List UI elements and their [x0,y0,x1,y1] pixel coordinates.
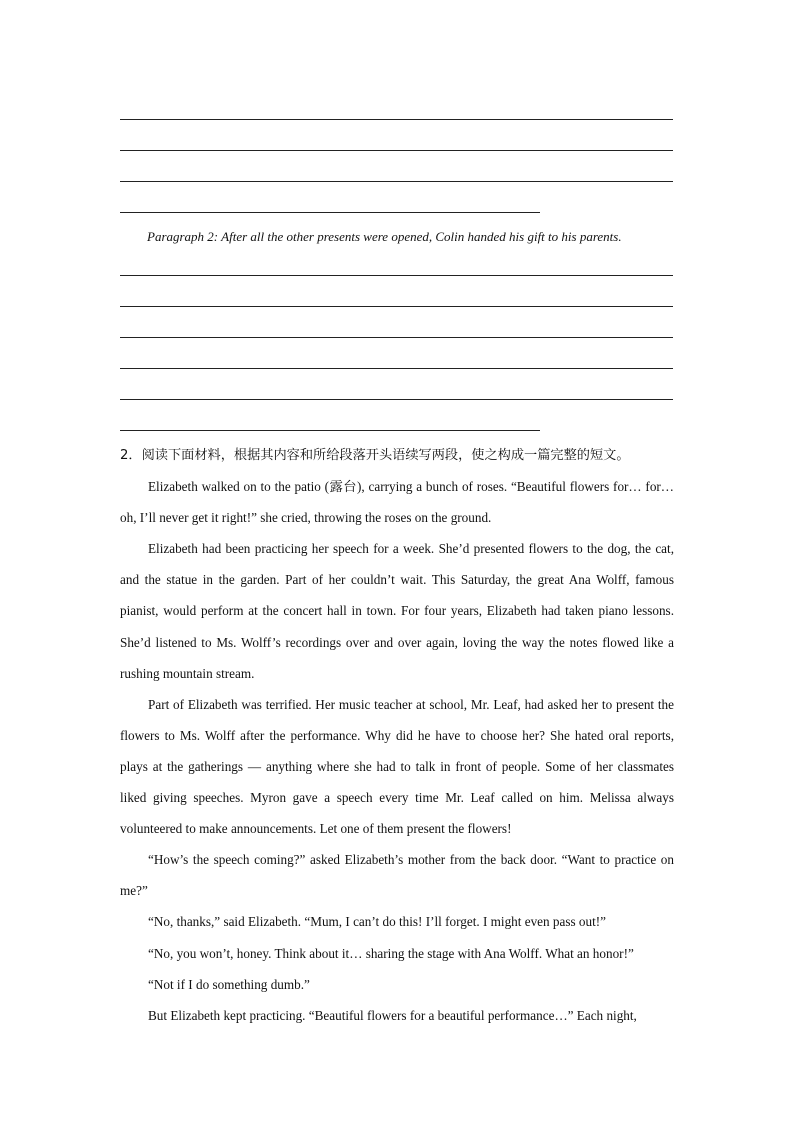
story-paragraph: But Elizabeth kept practicing. “Beautiful flowers for a beautiful performance…” Each night, [148,1007,637,1023]
story-paragraph: Elizabeth walked on to the patio (露台), carrying a bunch of roses. “Beautiful flowers for… for… oh, I’ll never get it right!” she cried, throwing the roses on the ground. [120,479,674,526]
paragraph-2-prompt: Paragraph 2: After all the other presents were opened, Colin handed his gift to his parents. [147,229,622,244]
story-paragraph: “Not if I do something dumb.” [148,976,310,992]
writing-line [120,212,540,213]
writing-line [120,368,673,369]
writing-line [120,275,673,276]
story-paragraph: “No, thanks,” said Elizabeth. “Mum, I can’t do this! I’ll forget. I might even pass out!” [148,914,607,930]
story-paragraph: Elizabeth had been practicing her speech for a week. She’d presented flowers to the dog, the cat, and the statue in the garden. Part of her couldn’t wait. This Saturday, the great Ana Wolff, famous pianist, would perform at the concert hall in town. For four years, Elizabeth had taken piano lessons. She’d listened to Ms. Wolff’s recordings over and over again, loving the way the notes flowed like a rushing mountain stream. [120,541,674,681]
story-paragraph: “How’s the speech coming?” asked Elizabeth’s mother from the back door. “Want to practice on me?” [120,852,674,899]
writing-line [120,337,673,338]
writing-line [120,119,673,120]
writing-line [120,430,540,431]
story-paragraph: Part of Elizabeth was terrified. Her music teacher at school, Mr. Leaf, had asked her to present the flowers to Ms. Wolff after the performance. Why did he have to choose her? She hated oral reports, plays at the gatherings — anything where she had to talk in front of people. Some of her classmates liked giving speeches. Myron gave a speech every time Mr. Leaf called on him. Melissa always volunteered to make announcements. Let one of them present the flowers! [120,696,674,837]
writing-line [120,399,673,400]
question-2-heading: 2．阅读下面材料，根据其内容和所给段落开头语续写两段，使之构成一篇完整的短文。 [120,448,630,463]
writing-line [120,306,673,307]
writing-line [120,181,673,182]
writing-line [120,150,673,151]
story-paragraph: “No, you won’t, honey. Think about it… sharing the stage with Ana Wolff. What an honor!” [148,945,634,961]
question-2 [120,440,674,1031]
